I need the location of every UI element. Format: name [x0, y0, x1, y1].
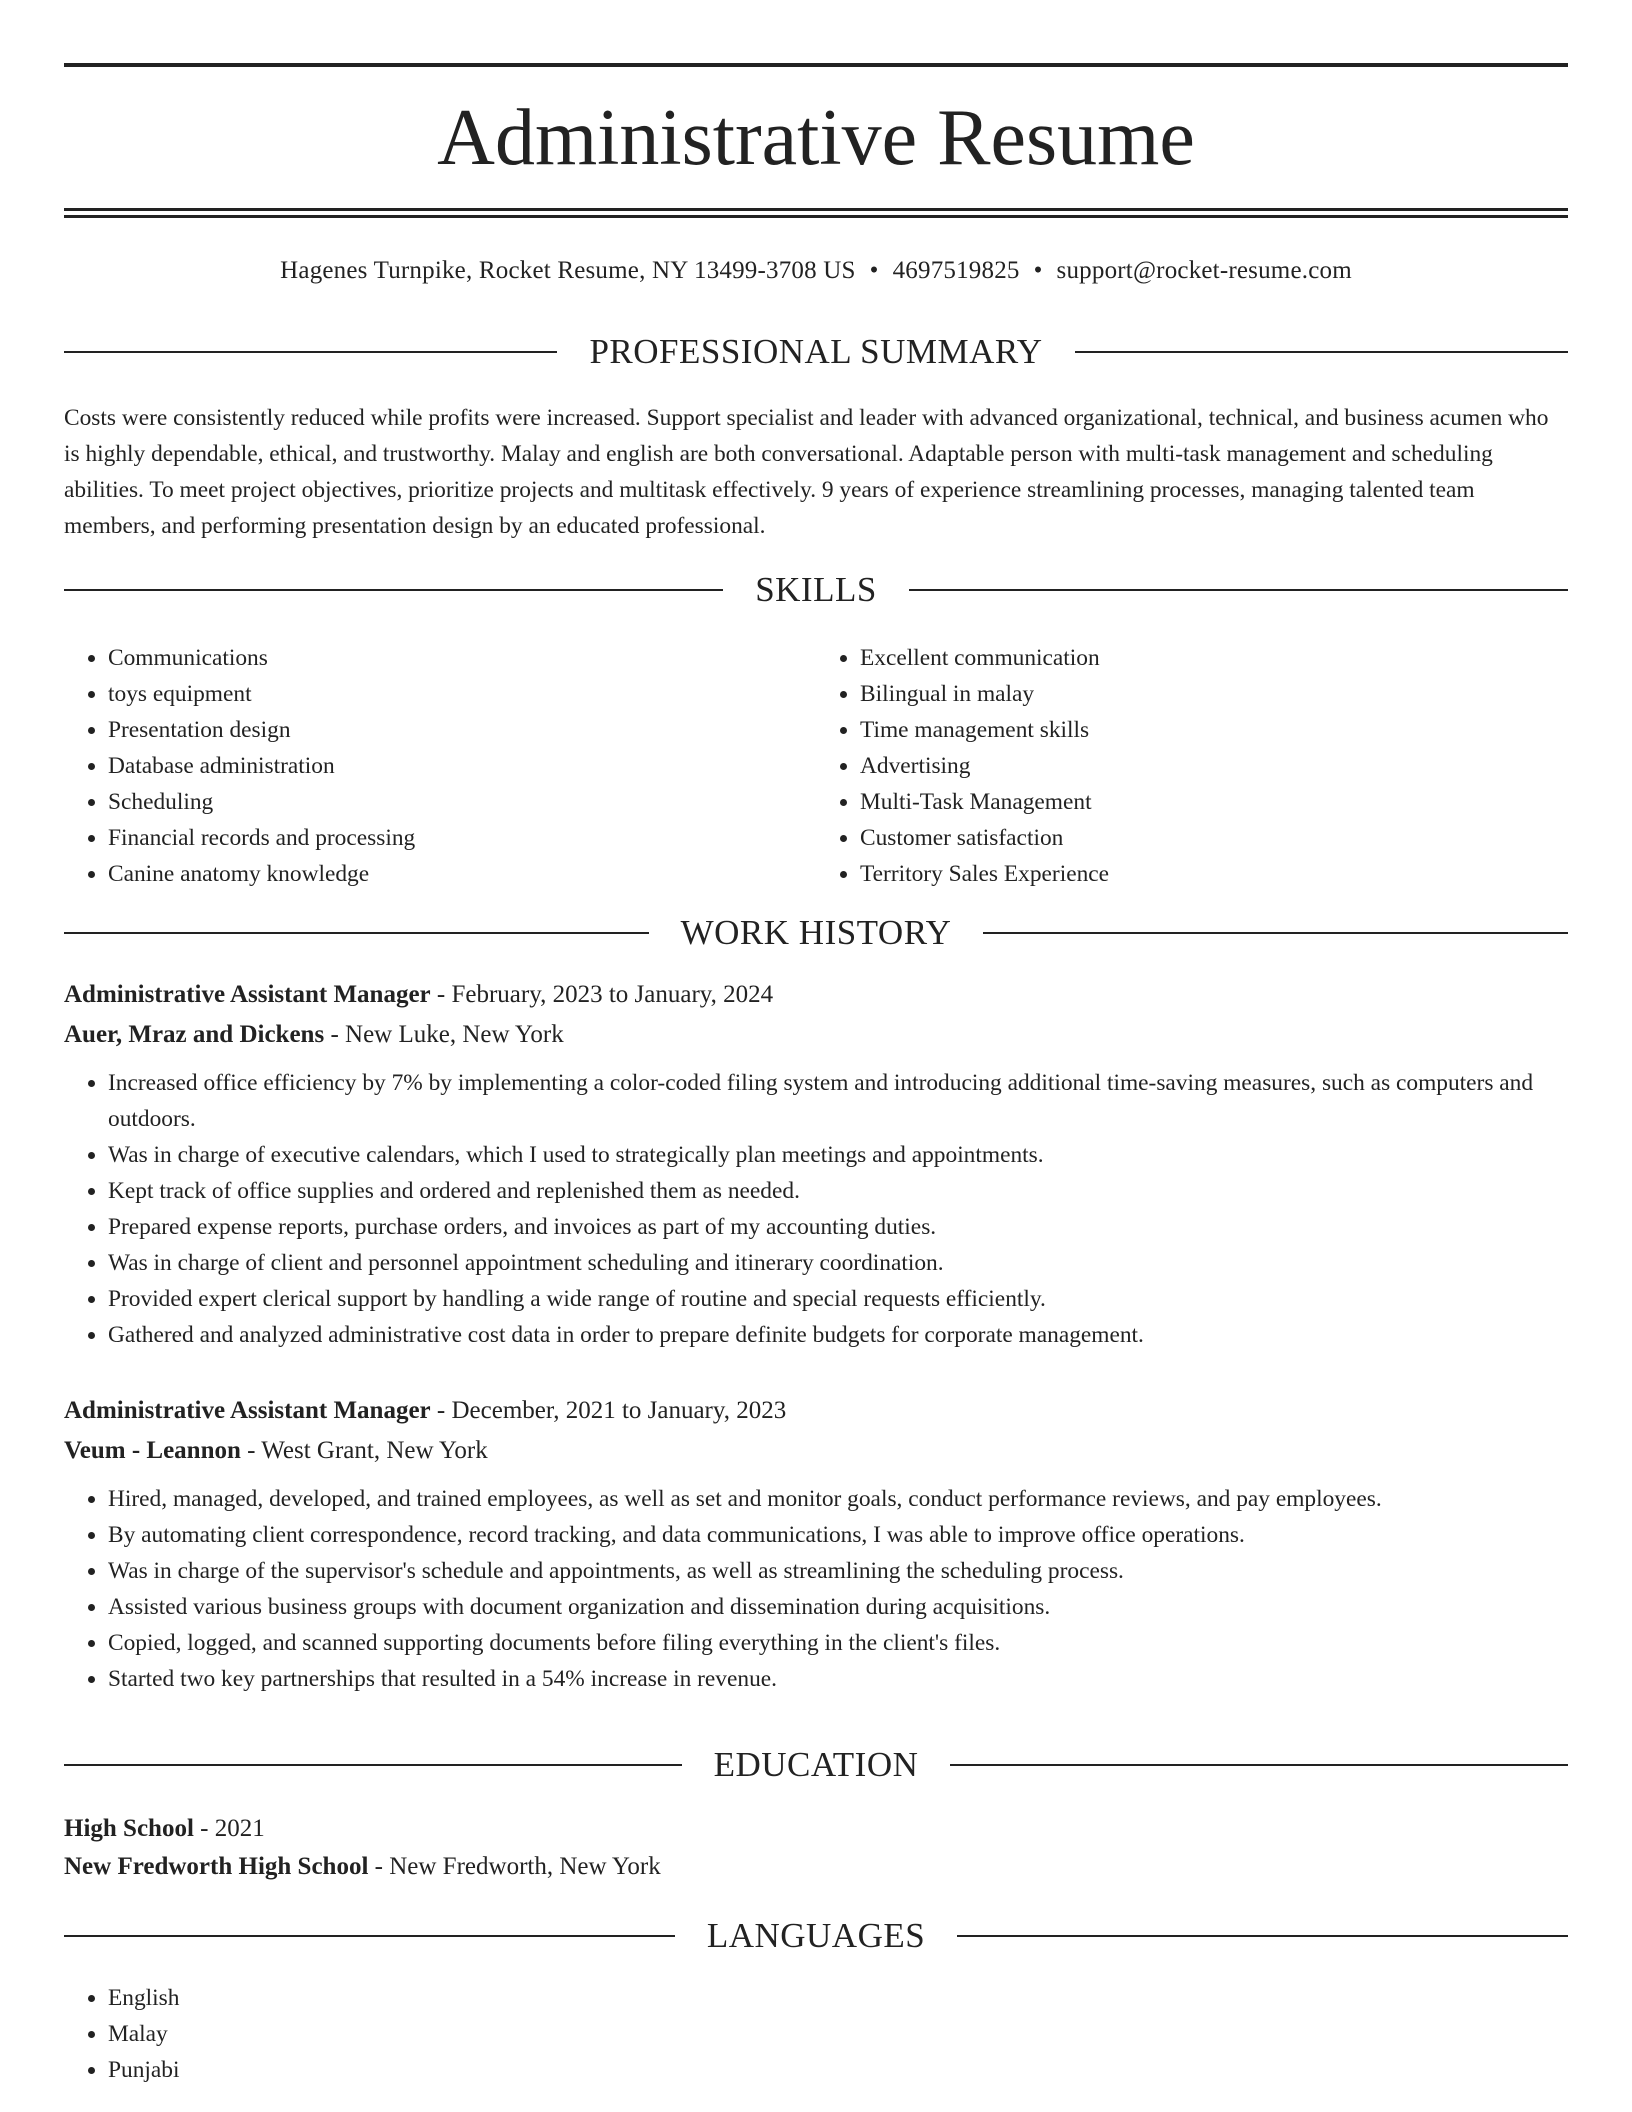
education-school: New Fredworth High School — [64, 1853, 369, 1880]
job-entry — [64, 975, 1568, 1353]
top-rule — [64, 63, 1568, 67]
divider-line — [64, 932, 649, 934]
resume-title: Administrative Resume — [437, 94, 1195, 182]
divider-line — [64, 1764, 682, 1766]
education-year: - 2021 — [193, 1815, 265, 1842]
job-bullet: • Assisted various business groups with document organization and dissemination during acquisitions. — [108, 1589, 1568, 1625]
skill-item: • Multi-Task Management — [860, 784, 1568, 820]
job-location: - West Grant, New York — [240, 1437, 488, 1464]
education-location: - New Fredworth, New York — [368, 1853, 661, 1880]
divider-line — [1075, 351, 1568, 353]
education-school-line — [64, 1848, 1568, 1886]
section-header-skills — [64, 568, 1568, 612]
skills-column-right — [816, 640, 1568, 892]
job-location: - New Luke, New York — [324, 1021, 564, 1048]
skills-column-left — [64, 640, 816, 892]
job-bullet: • Was in charge of executive calendars, which I used to strategically plan meetings and appointments. — [108, 1137, 1568, 1173]
education-entry — [64, 1810, 1568, 1886]
section-title-education: EDUCATION — [713, 1745, 919, 1784]
skill-item: • Excellent communication — [860, 640, 1568, 676]
languages-list — [64, 1980, 1612, 2088]
contact-separator: • — [869, 257, 879, 284]
job-bullet: • Was in charge of the supervisor's schedule and appointments, as well as streamlining the scheduling process. — [108, 1553, 1568, 1589]
summary-text: Costs were consistently reduced while profits were increased. Support specialist and leader with advanced organizational, technical, and business acumen who is highly dependable, ethical, and trustworthy. Malay and english are both conversational. Adaptable person with multi-task management and scheduling abilities. To meet project objectives, prioritize projects and multitask effectively. 9 years of experience streamlining processes, managing talented team members, and performing presentation design by an educated professional. — [64, 405, 1549, 539]
job-title: Administrative Assistant Manager — [64, 981, 431, 1008]
skill-item: • toys equipment — [108, 676, 816, 712]
language-item: • Malay — [108, 2016, 1612, 2052]
skill-item: • Advertising — [860, 748, 1568, 784]
section-title-work: WORK HISTORY — [680, 913, 952, 952]
divider-line — [950, 1764, 1568, 1766]
skill-item: • Customer satisfaction — [860, 820, 1568, 856]
education-degree: High School — [64, 1815, 194, 1842]
job-company-line — [64, 1431, 1568, 1471]
skill-item: • Canine anatomy knowledge — [108, 856, 816, 892]
skill-item: • Financial records and processing — [108, 820, 816, 856]
section-title-summary: PROFESSIONAL SUMMARY — [589, 332, 1043, 371]
job-bullet: • Started two key partnerships that resulted in a 54% increase in revenue. — [108, 1661, 1568, 1697]
skill-item: • Communications — [108, 640, 816, 676]
skills-list — [64, 640, 1568, 892]
contact-separator: • — [1033, 257, 1043, 284]
section-header-education — [64, 1743, 1568, 1787]
job-entry — [64, 1391, 1568, 1697]
divider-line — [957, 1935, 1568, 1937]
section-header-work — [64, 911, 1568, 955]
job-dates: - February, 2023 to January, 2024 — [430, 981, 774, 1008]
job-bullet: • Provided expert clerical support by handling a wide range of routine and special requests efficiently. — [108, 1281, 1568, 1317]
divider-line — [909, 589, 1568, 591]
contact-phone: 4697519825 — [892, 257, 1020, 284]
job-bullet: • By automating client correspondence, record tracking, and data communications, I was able to improve office operations. — [108, 1517, 1568, 1553]
section-header-languages — [64, 1914, 1568, 1958]
job-company: Veum - Leannon — [64, 1437, 241, 1464]
skill-item: • Database administration — [108, 748, 816, 784]
job-bullet: • Increased office efficiency by 7% by implementing a color-coded filing system and introducing additional time-saving measures, such as computers and outdoors. — [108, 1065, 1568, 1137]
job-bullets — [64, 1481, 1568, 1697]
job-dates: - December, 2021 to January, 2023 — [430, 1397, 787, 1424]
divider-line — [64, 589, 723, 591]
section-header-summary — [64, 330, 1568, 374]
divider-line — [983, 932, 1568, 934]
contact-address: Hagenes Turnpike, Rocket Resume, NY 13499-3708 US — [280, 257, 856, 284]
education-degree-line — [64, 1810, 1568, 1848]
skill-item: • Time management skills — [860, 712, 1568, 748]
job-bullet: • Kept track of office supplies and ordered and replenished them as needed. — [108, 1173, 1568, 1209]
job-bullet: • Copied, logged, and scanned supporting documents before filing everything in the client's files. — [108, 1625, 1568, 1661]
divider-line — [64, 1935, 675, 1937]
job-title: Administrative Assistant Manager — [64, 1397, 431, 1424]
skill-item: • Presentation design — [108, 712, 816, 748]
skill-item: • Bilingual in malay — [860, 676, 1568, 712]
divider-line — [64, 351, 557, 353]
job-bullet: • Was in charge of client and personnel appointment scheduling and itinerary coordination. — [108, 1245, 1568, 1281]
job-bullet: • Prepared expense reports, purchase orders, and invoices as part of my accounting duties. — [108, 1209, 1568, 1245]
language-item: • English — [108, 1980, 1612, 2016]
skill-item: • Territory Sales Experience — [860, 856, 1568, 892]
contact-line — [64, 253, 1568, 289]
job-bullets — [64, 1065, 1568, 1353]
job-bullet: • Gathered and analyzed administrative cost data in order to prepare definite budgets for corporate management. — [108, 1317, 1568, 1353]
job-title-line — [64, 1391, 1568, 1431]
job-company-line — [64, 1015, 1568, 1055]
job-bullet: • Hired, managed, developed, and trained employees, as well as set and monitor goals, conduct performance reviews, and pay employees. — [108, 1481, 1568, 1517]
title-double-rule — [64, 208, 1568, 218]
contact-email: support@rocket-resume.com — [1056, 257, 1352, 284]
section-title-skills: SKILLS — [755, 570, 877, 609]
job-title-line — [64, 975, 1568, 1015]
job-company: Auer, Mraz and Dickens — [64, 1021, 325, 1048]
language-item: • Punjabi — [108, 2052, 1612, 2088]
skill-item: • Scheduling — [108, 784, 816, 820]
section-title-languages: LANGUAGES — [706, 1916, 926, 1955]
